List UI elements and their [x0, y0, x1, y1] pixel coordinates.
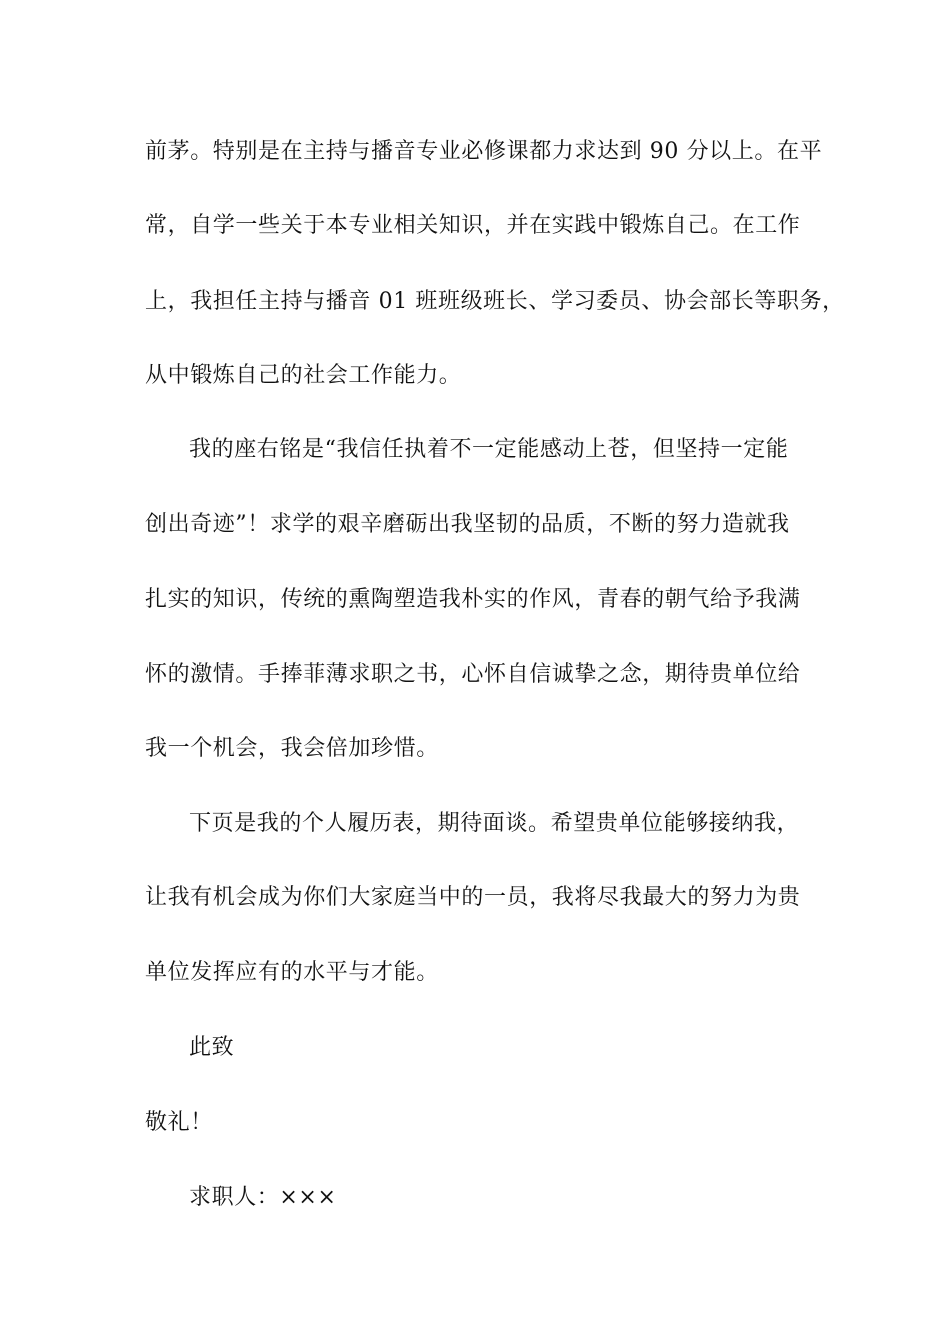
paragraph-line: 上，我担任主持与播音 01 班班级班长、学习委员、协会部长等职务， — [145, 289, 845, 314]
paragraph-line: 下页是我的个人履历表，期待面谈。希望贵单位能够接纳我， — [189, 811, 800, 836]
paragraph-line: 我的座右铭是“我信任执着不一定能感动上苍，但坚持一定能 — [189, 437, 789, 462]
paragraph-line: 怀的激情。手捧菲薄求职之书，心怀自信诚挚之念，期待贵单位给 — [145, 662, 801, 687]
paragraph-line: 常，自学一些关于本专业相关知识，并在实践中锻炼自己。在工作 — [145, 213, 801, 238]
closing-regards: 敬礼！ — [145, 1110, 213, 1135]
closing-salutation: 此致 — [189, 1035, 235, 1060]
paragraph-line: 单位发挥应有的水平与才能。 — [145, 960, 439, 985]
paragraph-line: 我一个机会，我会倍加珍惜。 — [145, 736, 439, 761]
paragraph-line: 从中锻炼自己的社会工作能力。 — [145, 363, 462, 388]
applicant-signature: 求职人：××× — [189, 1185, 337, 1210]
paragraph-line: 创出奇迹”！求学的艰辛磨砺出我坚韧的品质，不断的努力造就我 — [145, 512, 790, 537]
paragraph-line: 扎实的知识，传统的熏陶塑造我朴实的作风，青春的朝气给予我满 — [145, 587, 801, 612]
paragraph-line: 让我有机会成为你们大家庭当中的一员，我将尽我最大的努力为贵 — [145, 885, 801, 910]
paragraph-line: 前茅。特别是在主持与播音专业必修课都力求达到 90 分以上。在平 — [145, 139, 823, 164]
